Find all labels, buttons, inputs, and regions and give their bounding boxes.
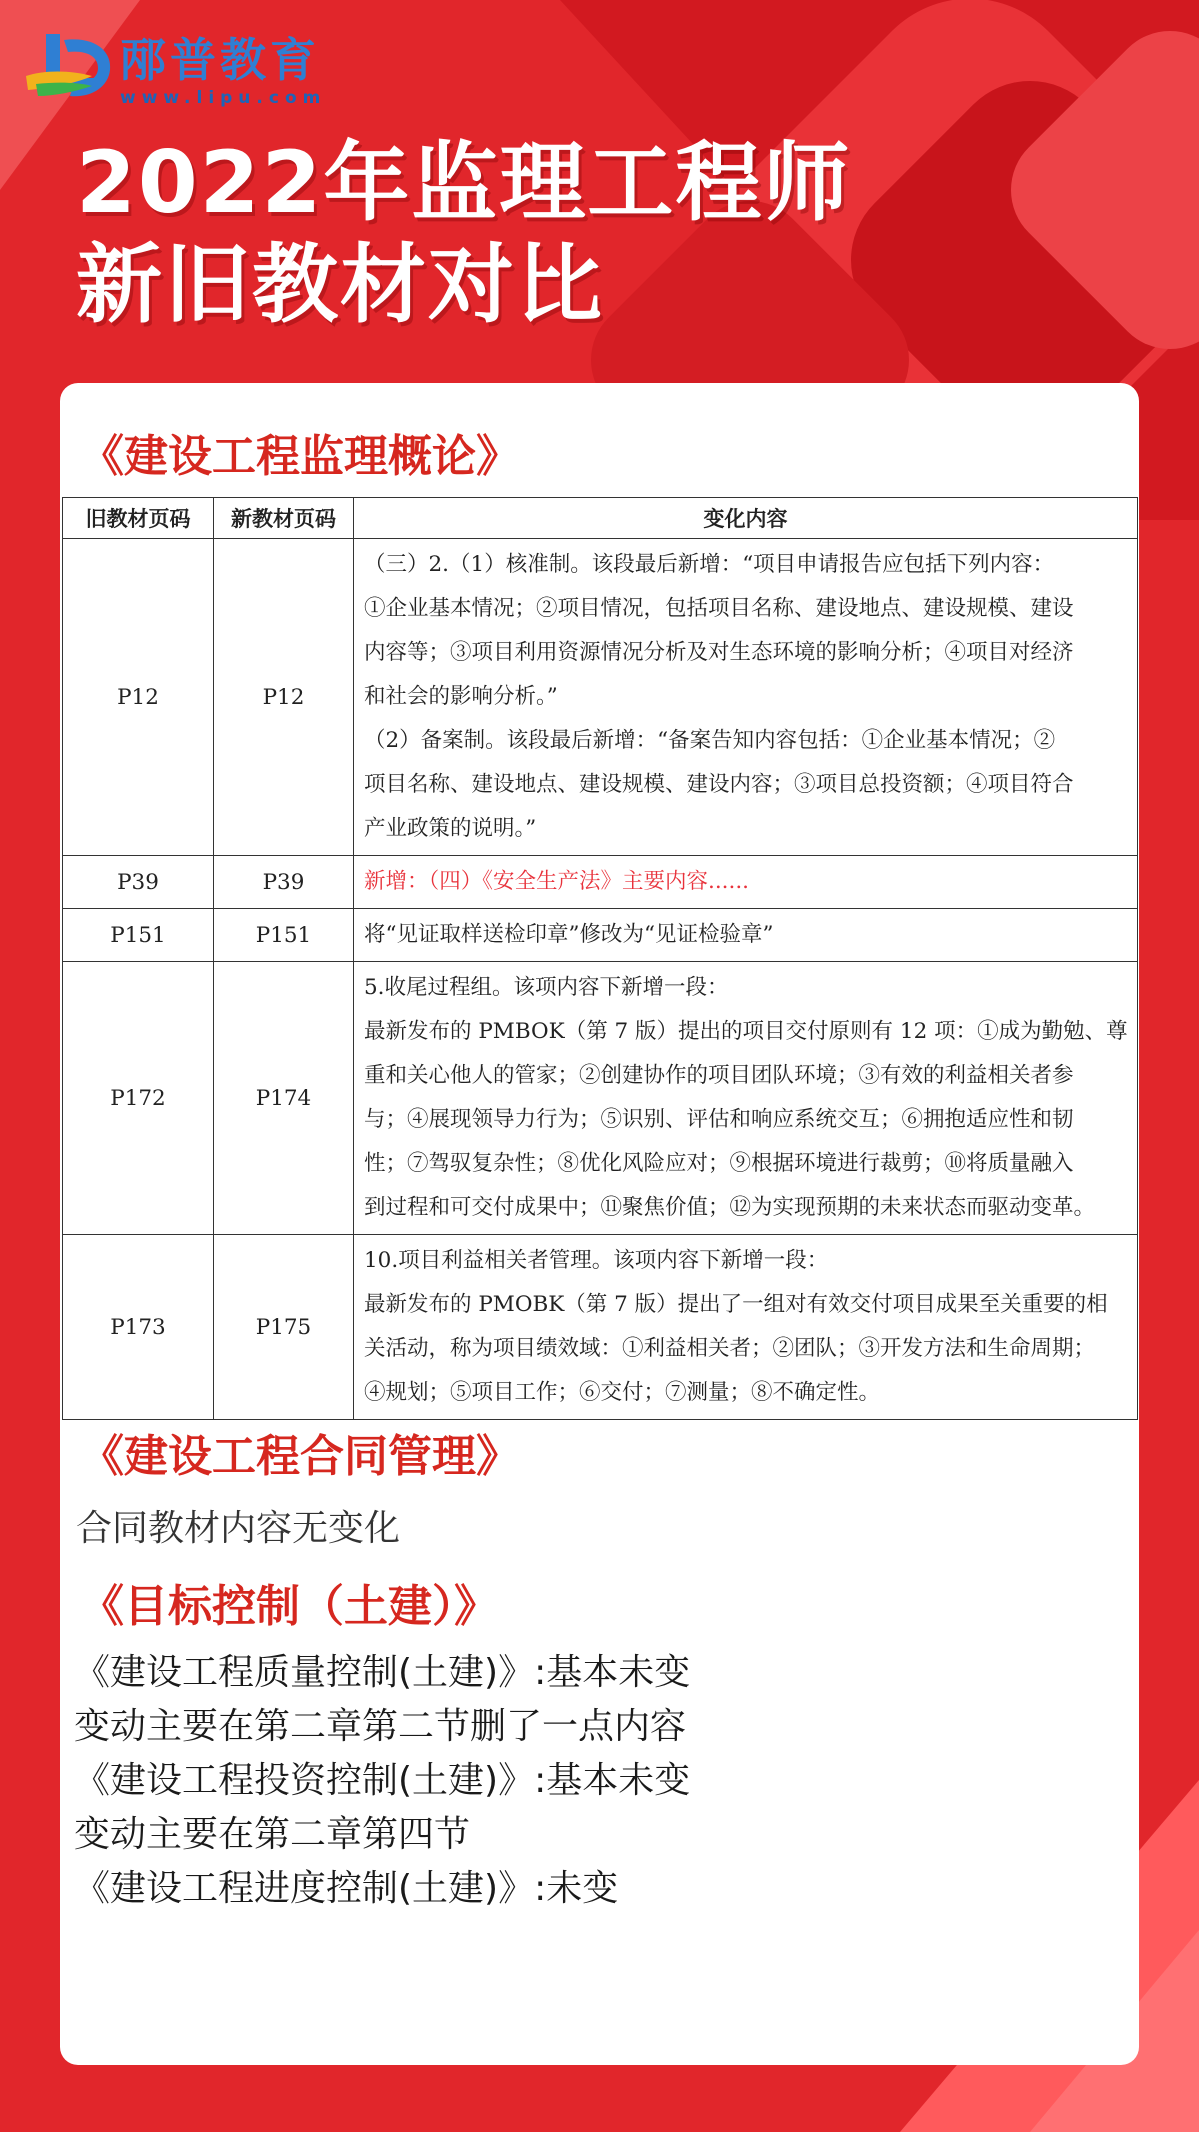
new-page-cell: P174 (214, 962, 354, 1235)
target-line: 《建设工程质量控制(土建)》:基本未变 (74, 1652, 691, 1693)
page-title (76, 132, 851, 336)
comparison-table (62, 497, 1138, 1420)
logo-mark-icon (26, 26, 114, 108)
table-row (63, 539, 1138, 856)
change-line: 产业政策的说明。” (364, 816, 537, 841)
new-page-cell: P175 (214, 1235, 354, 1420)
header-change: 变化内容 (354, 498, 1138, 539)
target-control-list (74, 1646, 690, 1916)
change-line: （2）备案制。该段最后新增：“备案告知内容包括：①企业基本情况；② (364, 728, 1056, 753)
change-line: 性；⑦驾驭复杂性；⑧优化风险应对；⑨根据环境进行裁剪；⑩将质量融入 (364, 1151, 1074, 1176)
header-old-page: 旧教材页码 (63, 498, 214, 539)
brand-url: www.lipu.com (120, 88, 327, 108)
table-header-row (63, 498, 1138, 539)
old-page-cell: P12 (63, 539, 214, 856)
change-line: 与；④展现领导力行为；⑤识别、评估和响应系统交互；⑥拥抱适应性和韧 (364, 1107, 1074, 1132)
change-line: （三）2.（1）核准制。该段最后新增：“项目申请报告应包括下列内容： (364, 552, 1055, 577)
target-line: 《建设工程进度控制(土建)》:未变 (74, 1868, 619, 1909)
title-line-1: 2022年监理工程师 (76, 133, 852, 233)
old-page-cell: P172 (63, 962, 214, 1235)
change-line: 10.项目利益相关者管理。该项内容下新增一段： (364, 1248, 829, 1273)
change-line: 内容等；③项目利用资源情况分析及对生态环境的影响分析；④项目对经济 (364, 640, 1074, 665)
change-line: 5.收尾过程组。该项内容下新增一段： (364, 975, 729, 1000)
brand-name: 邴普教育 (120, 33, 320, 87)
section-title-gainian: 《建设工程监理概论》 (80, 431, 520, 482)
new-page-cell: P39 (214, 856, 354, 909)
old-page-cell: P173 (63, 1235, 214, 1420)
change-content-cell (354, 856, 1138, 909)
table-row (63, 1235, 1138, 1420)
brand-logo (26, 26, 326, 108)
section-title-hetong: 《建设工程合同管理》 (80, 1431, 520, 1482)
change-line: 关活动，称为项目绩效域：①利益相关者；②团队；③开发方法和生命周期； (364, 1336, 1096, 1361)
old-page-cell: P151 (63, 909, 214, 962)
new-page-cell: P151 (214, 909, 354, 962)
target-line: 变动主要在第二章第四节 (74, 1814, 471, 1855)
new-page-cell: P12 (214, 539, 354, 856)
target-line: 变动主要在第二章第二节删了一点内容 (74, 1706, 687, 1747)
target-line: 《建设工程投资控制(土建)》:基本未变 (74, 1760, 691, 1801)
change-line: 到过程和可交付成果中；⑪聚焦价值；⑫为实现预期的未来状态而驱动变革。 (364, 1195, 1096, 1220)
table-row (63, 909, 1138, 962)
change-content-cell (354, 962, 1138, 1235)
change-line: 和社会的影响分析。” (364, 684, 558, 709)
change-content-cell (354, 1235, 1138, 1420)
title-line-2: 新旧教材对比 (76, 235, 604, 335)
contract-note: 合同教材内容无变化 (76, 1508, 401, 1549)
change-line: 重和关心他人的管家；②创建协作的项目团队环境；③有效的利益相关者参 (364, 1063, 1074, 1088)
change-content-cell (354, 909, 1138, 962)
table-row (63, 856, 1138, 909)
section-title-mubiao: 《目标控制（土建）》 (80, 1581, 498, 1632)
change-line: 新增：（四）《安全生产法》主要内容...... (364, 869, 750, 894)
change-line: 项目名称、建设地点、建设规模、建设内容；③项目总投资额；④项目符合 (364, 772, 1074, 797)
change-content-cell (354, 539, 1138, 856)
change-line: ④规划；⑤项目工作；⑥交付；⑦测量；⑧不确定性。 (364, 1380, 881, 1405)
old-page-cell: P39 (63, 856, 214, 909)
change-line: 最新发布的 PMBOK（第 7 版）提出的项目交付原则有 12 项：①成为勤勉、尊 (364, 1019, 1128, 1044)
change-line: 最新发布的 PMOBK（第 7 版）提出了一组对有效交付项目成果至关重要的相 (364, 1292, 1108, 1317)
change-line: ①企业基本情况；②项目情况，包括项目名称、建设地点、建设规模、建设 (364, 596, 1074, 621)
header-new-page: 新教材页码 (214, 498, 354, 539)
change-line: 将“见证取样送检印章”修改为“见证检验章” (364, 922, 774, 947)
table-row (63, 962, 1138, 1235)
